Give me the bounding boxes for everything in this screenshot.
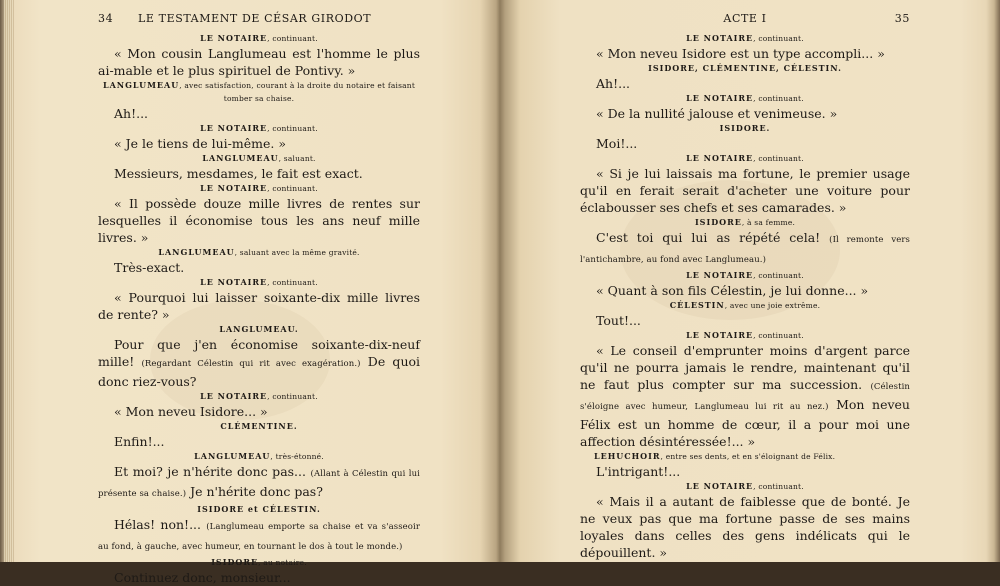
speaker-direction: , continuant. xyxy=(753,154,804,163)
speaker-name: ISIDORE. xyxy=(719,123,771,133)
dialogue-text: « Mon neveu Isidore est un type accompli... » xyxy=(596,46,885,61)
dialogue-line xyxy=(580,229,910,269)
speaker-name: LE NOTAIRE xyxy=(686,330,754,340)
speaker-line xyxy=(98,32,420,45)
speaker-name: LE NOTAIRE xyxy=(200,33,268,43)
speaker-name: ISIDORE, CLÉMENTINE, CÉLESTIN. xyxy=(648,63,842,73)
speaker-line xyxy=(98,276,420,289)
speaker-name: LE NOTAIRE xyxy=(686,93,754,103)
speaker-direction: , avec une joie extrême. xyxy=(724,301,821,310)
dialogue-text: Messieurs, mesdames, le fait est exact. xyxy=(114,166,363,181)
dialogue-line xyxy=(580,75,910,92)
speaker-line xyxy=(580,329,910,342)
dialogue-text: Moi!... xyxy=(596,136,638,151)
speaker-name: LEHUCHOIR xyxy=(594,451,661,461)
speaker-name: LE NOTAIRE xyxy=(686,153,754,163)
right-page-header xyxy=(580,12,910,32)
speaker-line xyxy=(580,480,910,493)
right-page-text xyxy=(580,32,910,561)
dialogue-line xyxy=(98,195,420,246)
speaker-line xyxy=(580,269,910,282)
speaker-direction: , saluant avec la même gravité. xyxy=(234,248,360,257)
dialogue-line xyxy=(98,433,420,450)
dialogue-text: C'est toi qui lui as répété cela! xyxy=(596,230,821,245)
speaker-direction: , continuant. xyxy=(753,482,804,491)
dialogue-line xyxy=(98,516,420,556)
speaker-line xyxy=(580,152,910,165)
speaker-name: LANGLUMEAU xyxy=(202,153,279,163)
dialogue-line xyxy=(580,312,910,329)
dialogue-line xyxy=(98,463,420,503)
speaker-direction: , très-étonné. xyxy=(270,452,324,461)
speaker-name: LE NOTAIRE xyxy=(200,277,268,287)
dialogue-text: L'intrigant!... xyxy=(596,464,681,479)
speaker-direction: , continuant. xyxy=(267,34,318,43)
dialogue-line xyxy=(98,289,420,323)
page-edges xyxy=(4,0,14,562)
speaker-name: LE NOTAIRE xyxy=(200,391,268,401)
stage-direction: (Regardant Célestin qui rit avec exagération.) xyxy=(141,359,361,369)
speaker-name: LANGLUMEAU xyxy=(102,80,180,90)
dialogue-text: « Mais il a autant de faiblesse que de bonté. Je ne veux pas que ma fortune passe de ses mains loyales dans celles des gens indélicats qui le dépouillent. » xyxy=(580,494,910,560)
dialogue-text: Enfin!... xyxy=(114,434,165,449)
speaker-direction: , entre ses dents, et en s'éloignant de Félix. xyxy=(660,452,836,461)
speaker-line xyxy=(98,122,420,135)
speaker-name: LANGLUMEAU. xyxy=(219,324,299,334)
dialogue-line xyxy=(580,105,910,122)
stage-direction: (Il remonte vers l'antichambre, au fond avec Langlumeau.) xyxy=(580,235,910,265)
speaker-line xyxy=(580,122,910,135)
speaker-line xyxy=(98,79,420,105)
speaker-direction: , continuant. xyxy=(753,331,804,340)
speaker-direction: , continuant. xyxy=(753,271,804,280)
dialogue-line xyxy=(98,403,420,420)
speaker-line xyxy=(98,323,420,336)
dialogue-text: Ah!... xyxy=(114,106,149,121)
speaker-line xyxy=(580,62,910,75)
left-page xyxy=(98,0,421,585)
speaker-name: LE NOTAIRE xyxy=(686,270,754,280)
speaker-line xyxy=(98,246,420,259)
dialogue-line xyxy=(98,165,420,182)
dialogue-line xyxy=(98,259,420,276)
dialogue-text: « Pourquoi lui laisser soixante-dix mille livres de rente? » xyxy=(98,290,420,322)
speaker-line xyxy=(98,450,420,463)
speaker-name: LE NOTAIRE xyxy=(686,481,754,491)
dialogue-line xyxy=(98,569,420,586)
dialogue-line xyxy=(98,135,420,152)
dialogue-text: « Quant à son fils Célestin, je lui donne... » xyxy=(596,283,869,298)
dialogue-text: Tout!... xyxy=(596,313,641,328)
speaker-name: CÉLESTIN xyxy=(669,300,725,310)
running-title: ACTE I xyxy=(723,12,767,25)
speaker-line xyxy=(98,152,420,165)
speaker-name: LANGLUMEAU xyxy=(158,247,235,257)
speaker-name: LE NOTAIRE xyxy=(200,123,268,133)
speaker-line xyxy=(580,299,910,312)
dialogue-text: « Mon neveu Isidore... » xyxy=(114,404,268,419)
speaker-line xyxy=(98,390,420,403)
speaker-direction: , continuant. xyxy=(267,124,318,133)
left-page-text xyxy=(98,32,420,586)
dialogue-line xyxy=(580,463,910,480)
speaker-name: ISIDORE et CÉLESTIN. xyxy=(197,504,321,514)
stage-direction: (Célestin s'éloigne avec humeur, Langlumeau lui rit au nez.) xyxy=(580,382,910,412)
speaker-name: LANGLUMEAU xyxy=(194,451,271,461)
dialogue-line xyxy=(98,336,420,390)
speaker-name: LE NOTAIRE xyxy=(686,33,754,43)
dialogue-line xyxy=(580,282,910,299)
speaker-line xyxy=(98,182,420,195)
dialogue-line xyxy=(580,342,910,450)
dialogue-text: « Mon cousin Langlumeau est l'homme le plus ai-mable et le plus spirituel de Pontivy. » xyxy=(98,46,420,78)
speaker-name: LE NOTAIRE xyxy=(200,183,268,193)
dialogue-text: De quoi donc riez-vous? xyxy=(98,354,421,389)
speaker-line xyxy=(580,216,910,229)
speaker-direction: , avec satisfaction, courant à la droite du notaire et faisant tomber sa chaise. xyxy=(179,81,416,103)
page-number: 34 xyxy=(98,12,114,25)
dialogue-text: « Je le tiens de lui-même. » xyxy=(114,136,286,151)
dialogue-line xyxy=(580,45,910,62)
speaker-direction: , continuant. xyxy=(267,184,318,193)
speaker-direction: , continuant. xyxy=(267,278,318,287)
dialogue-line xyxy=(98,45,420,79)
speaker-line xyxy=(98,420,420,433)
speaker-line xyxy=(580,450,910,463)
dialogue-line xyxy=(98,105,420,122)
dialogue-text: Ah!... xyxy=(596,76,631,91)
dialogue-text: Très-exact. xyxy=(114,260,185,275)
dialogue-line xyxy=(580,165,910,216)
speaker-name: CLÉMENTINE. xyxy=(220,421,298,431)
dialogue-text: Je n'hérite donc pas? xyxy=(190,484,323,499)
speaker-line xyxy=(580,32,910,45)
stage-direction: (Allant à Célestin qui lui présente sa chaise.) xyxy=(98,469,421,499)
speaker-direction: , au notaire. xyxy=(258,558,307,567)
dialogue-text: Hélas! non!... xyxy=(114,517,201,532)
dialogue-text: « De la nullité jalouse et venimeuse. » xyxy=(596,106,838,121)
left-page-header xyxy=(98,12,420,32)
speaker-line xyxy=(580,92,910,105)
speaker-direction: , continuant. xyxy=(267,392,318,401)
dialogue-line xyxy=(580,135,910,152)
speaker-name: ISIDORE xyxy=(211,557,259,567)
speaker-direction: , saluant. xyxy=(278,154,316,163)
speaker-direction: , continuant. xyxy=(753,34,804,43)
running-title: LE TESTAMENT DE CÉSAR GIRODOT xyxy=(138,12,372,25)
dialogue-text: Mon neveu Félix est un homme de cœur, il a pour moi une affection désintéressée!... » xyxy=(580,397,910,449)
speaker-name: ISIDORE xyxy=(694,217,742,227)
right-page xyxy=(580,0,910,562)
dialogue-line xyxy=(580,493,910,561)
page-number: 35 xyxy=(894,12,910,25)
dialogue-text: Continuez donc, monsieur... xyxy=(114,570,291,585)
speaker-line xyxy=(98,556,420,569)
stage-direction: (Langlumeau emporte sa chaise et va s'asseoir au fond, à gauche, avec humeur, en tournant le dos à tout le monde.) xyxy=(98,522,420,552)
speaker-line xyxy=(98,503,420,516)
dialogue-text: « Si je lui laissais ma fortune, le premier usage qu'il en ferait serait d'acheter une voiture pour éclabousser ses chefs et ses camarades. » xyxy=(580,166,910,215)
speaker-direction: , continuant. xyxy=(753,94,804,103)
speaker-direction: , à sa femme. xyxy=(741,218,796,227)
dialogue-text: Pour que j'en économise soixante-dix-neuf mille! xyxy=(98,337,420,369)
dialogue-text: Et moi? je n'hérite donc pas... xyxy=(114,464,306,479)
dialogue-text: « Le conseil d'emprunter moins d'argent parce qu'il ne pourra jamais le rendre, maintenant qu'il ne faut plus compter sur ma succession. xyxy=(580,343,910,392)
dialogue-text: « Il possède douze mille livres de rentes sur lesquelles il économise tous les ans neuf mille livres. » xyxy=(98,196,420,245)
